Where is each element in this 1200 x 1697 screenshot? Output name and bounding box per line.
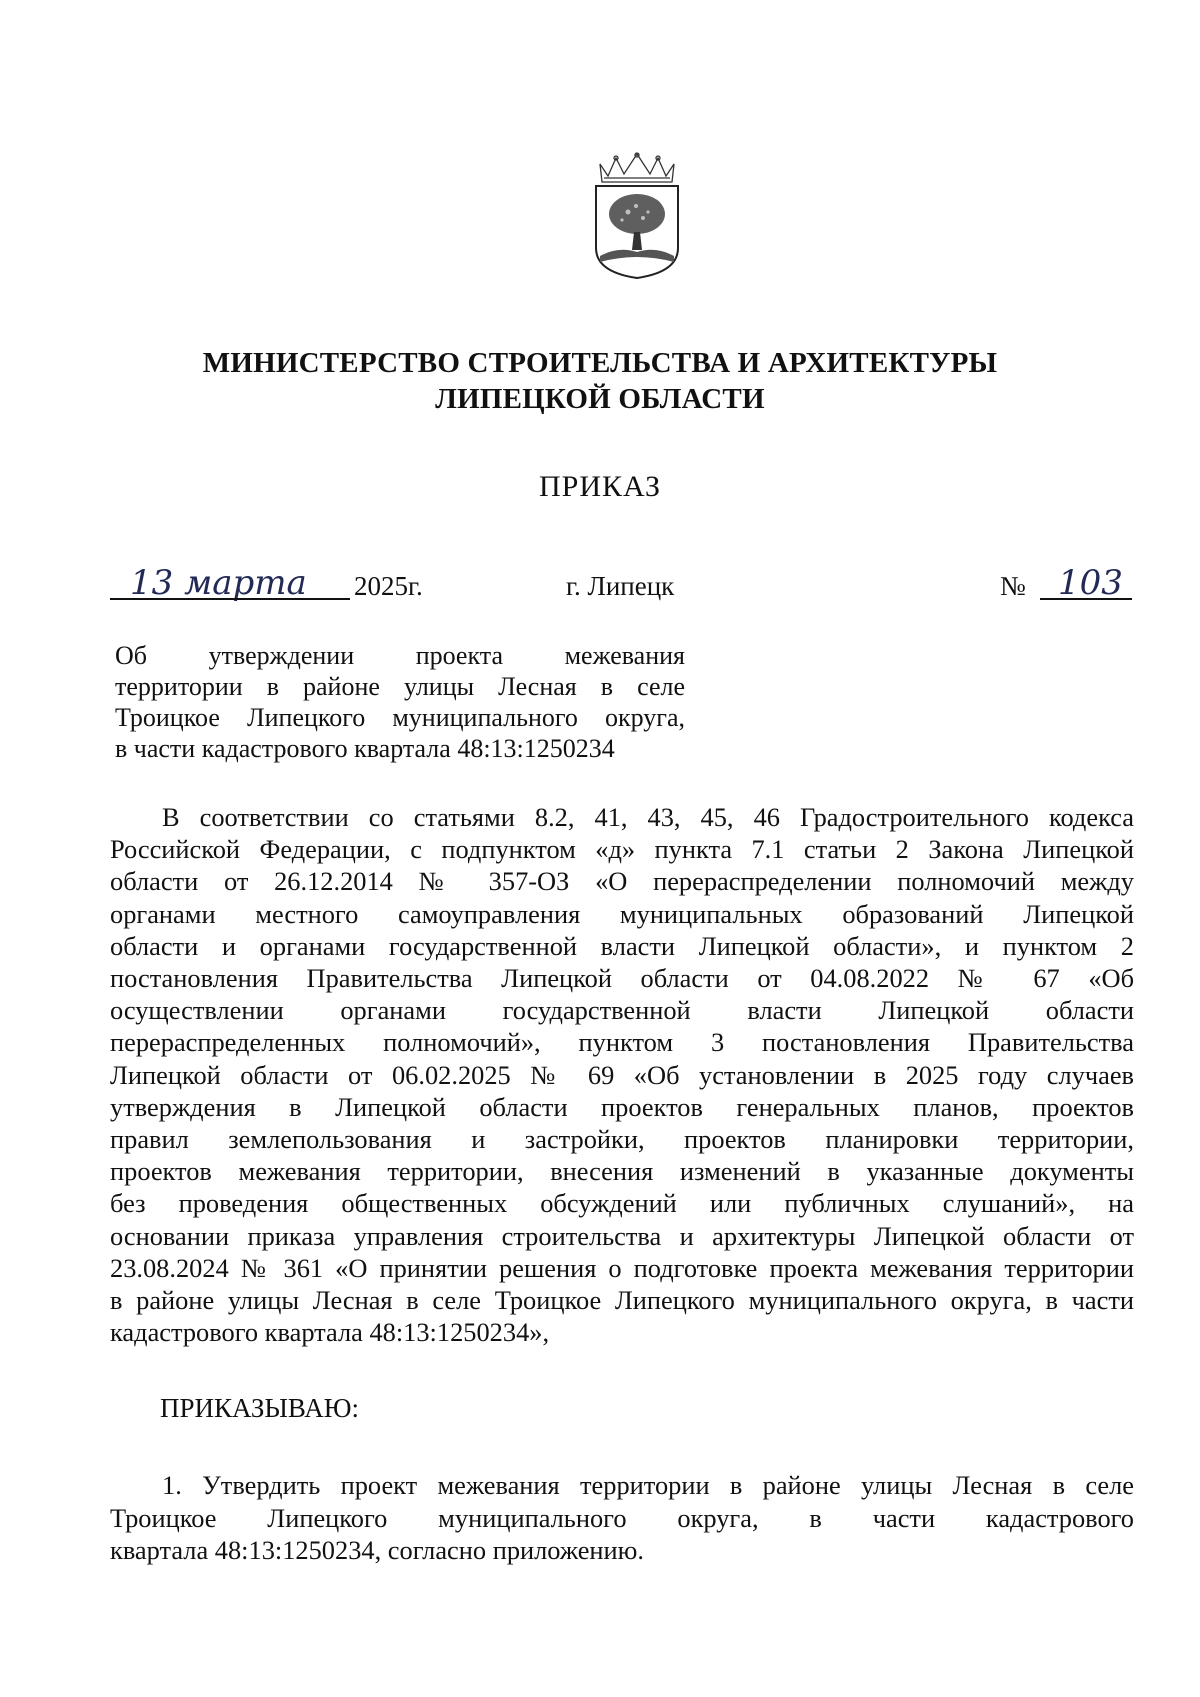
paragraph-line: органами местного самоуправления муниципальных образований Липецкой <box>110 898 1134 929</box>
subject-line: Об утверждении проекта межевания <box>115 641 685 670</box>
number-field <box>1040 564 1132 606</box>
handwritten-number: 103 <box>1058 563 1123 603</box>
paragraph-line: кадастрового квартала 48:13:1250234», <box>110 1317 550 1348</box>
paragraph-line: Липецкой области от 06.02.2025 № 69 «Об установлении в 2025 году случаев <box>110 1059 1134 1090</box>
order-item-1 <box>110 1469 1134 1567</box>
paragraph-line: квартала 48:13:1250234, согласно приложению. <box>110 1535 644 1565</box>
paragraph-line: области от 26.12.2014 № 357-ОЗ «О перераспределении полномочий между <box>110 866 1134 897</box>
paragraph-line: без проведения общественных обсуждений или публичных слушаний», на <box>110 1188 1134 1219</box>
paragraph-line: Троицкое Липецкого муниципального округа, в части кадастрового <box>110 1502 1134 1533</box>
paragraph-line: проектов межевания территории, внесения изменений в указанные документы <box>110 1156 1134 1187</box>
paragraph-line: области и органами государственной власти Липецкой области», и пунктом 2 <box>110 930 1134 961</box>
ministry-name-line1: МИНИСТЕРСТВО СТРОИТЕЛЬСТВА И АРХИТЕКТУРЫ <box>202 347 998 379</box>
subject-line: в части кадастрового квартала 48:13:1250234 <box>115 734 615 763</box>
ministry-name-line2: ЛИПЕЦКОЙ ОБЛАСТИ <box>435 383 765 415</box>
coat-of-arms-icon <box>588 152 686 280</box>
handwritten-date: 13 марта <box>130 563 307 603</box>
city-label: г. Липецк <box>566 571 675 601</box>
paragraph-line: 23.08.2024 № 361 «О принятии решения о подготовке проекта межевания территории <box>110 1252 1134 1283</box>
date-field <box>110 563 350 606</box>
paragraph-line: основании приказа управления строительства и архитектуры Липецкой области от <box>110 1220 1134 1251</box>
document-subject <box>115 640 685 764</box>
paragraph-line: осуществлении органами государственной власти Липецкой области <box>110 995 1134 1026</box>
paragraph-line: правил землепользования и застройки, проектов планировки территории, <box>110 1124 1134 1155</box>
paragraph-line: Российской Федерации, с подпунктом «д» пункта 7.1 статьи 2 Закона Липецкой <box>110 834 1134 865</box>
paragraph-line: в районе улицы Лесная в селе Троицкое Липецкого муниципального округа, в части <box>110 1285 1134 1316</box>
number-label: № <box>1000 571 1026 601</box>
date-underline <box>110 598 350 600</box>
preamble-paragraph <box>110 801 1134 1348</box>
order-directive-heading: ПРИКАЗЫВАЮ: <box>160 1393 359 1423</box>
number-underline <box>1040 598 1132 600</box>
paragraph-line: постановления Правительства Липецкой области от 04.08.2022 № 67 «Об <box>110 963 1134 994</box>
date-year: 2025г. <box>354 571 423 601</box>
subject-line: территории в районе улицы Лесная в селе <box>115 672 685 701</box>
paragraph-line: В соответствии со статьями 8.2, 41, 43, 45, 46 Градостроительного кодекса <box>162 802 1134 832</box>
document-type-title: ПРИКАЗ <box>539 470 661 503</box>
paragraph-line: утверждения в Липецкой области проектов генеральных планов, проектов <box>110 1091 1134 1122</box>
paragraph-line: перераспределенных полномочий», пунктом 3 постановления Правительства <box>110 1027 1134 1058</box>
subject-line: Троицкое Липецкого муниципального округа, <box>115 703 685 732</box>
paragraph-line: 1. Утвердить проект межевания территории в районе улицы Лесная в селе <box>162 1470 1134 1500</box>
